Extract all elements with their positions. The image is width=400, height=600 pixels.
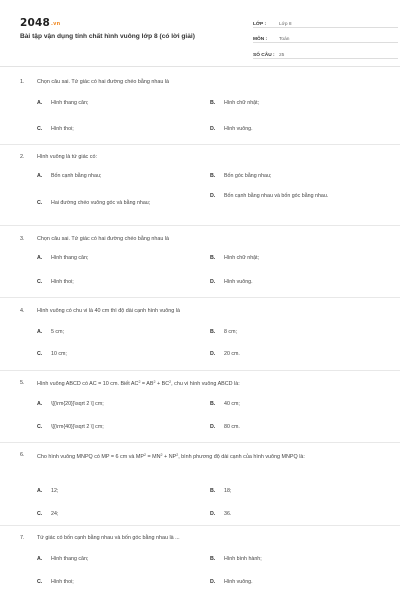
question-number: 5.	[20, 380, 25, 386]
option-d[interactable]: D. 80 cm.	[210, 424, 240, 430]
question-divider	[0, 225, 400, 226]
option-a[interactable]: A. Hình thang cân;	[37, 556, 89, 562]
site-logo[interactable]: 2048.vn	[20, 17, 61, 29]
question-text: Hình vuông có chu vi là 40 cm thì độ dài cạnh hình vuông là	[37, 308, 180, 314]
option-d[interactable]: D. Bốn cạnh bằng nhau và bốn góc bằng nhau.	[210, 193, 329, 199]
meta-row-subject: MÔN : Toán	[253, 30, 398, 44]
option-c[interactable]: C. Hai đường chéo vuông góc và bằng nhau;	[37, 200, 151, 206]
question-divider	[0, 442, 400, 443]
question-number: 3.	[20, 236, 25, 242]
header	[20, 0, 380, 62]
question-divider	[0, 144, 400, 145]
question-divider	[0, 525, 400, 526]
option-c[interactable]: C. Hình thoi;	[37, 279, 74, 285]
question-text: Cho hình vuông MNPQ có MP = 6 cm và $MP^2 = MN^2 + NP^2$, bình phương độ dài cạnh của hình vuông MNPQ là:	[37, 453, 305, 460]
question-5	[20, 377, 382, 430]
option-c[interactable]: C. Hình thoi;	[37, 579, 74, 585]
question-7	[20, 532, 382, 585]
meta-row-class: LỚP : Lớp 8	[253, 14, 398, 28]
header-divider	[0, 66, 400, 67]
option-d[interactable]: D. Hình vuông.	[210, 279, 253, 285]
option-b[interactable]: B. Bốn góc bằng nhau;	[210, 173, 272, 179]
option-b[interactable]: B. 40 cm;	[210, 401, 240, 407]
question-divider	[0, 370, 400, 371]
question-number: 6.	[20, 452, 25, 458]
option-b[interactable]: B. Hình bình hành;	[210, 556, 262, 562]
option-c[interactable]: C. 24;	[37, 511, 59, 517]
question-number: 4.	[20, 308, 25, 314]
question-4	[20, 305, 382, 357]
question-divider	[0, 297, 400, 298]
option-a[interactable]: A. Bốn cạnh bằng nhau;	[37, 173, 102, 179]
document-title: Bài tập vận dụng tính chất hình vuông lớp 8 (có lời giải)	[20, 33, 195, 40]
option-d[interactable]: D. Hình vuông.	[210, 126, 253, 132]
question-3	[20, 233, 382, 285]
option-c[interactable]: C. 10 cm;	[37, 351, 67, 357]
question-text: Tứ giác có bốn cạnh bằng nhau và bốn góc bằng nhau là ...	[37, 535, 180, 541]
question-number: 1.	[20, 79, 25, 85]
option-b[interactable]: B. Hình chữ nhật;	[210, 100, 260, 106]
question-1	[20, 76, 382, 132]
question-text: Hình vuông ABCD có AC = 10 cm. Biết $AC^2 = AB^2 + BC^2$, chu vi hình vuông ABCD là:	[37, 379, 240, 387]
question-text: Chọn câu sai. Tứ giác có hai đường chéo bằng nhau là	[37, 236, 170, 242]
option-c[interactable]: C. Hình thoi;	[37, 126, 74, 132]
question-text: Chọn câu sai. Tứ giác có hai đường chéo bằng nhau là	[37, 79, 170, 85]
option-d[interactable]: D. Hình vuông.	[210, 579, 253, 585]
option-a[interactable]: A. \[{\rm{20}}\sqrt 2 \] cm;	[37, 401, 104, 407]
option-a[interactable]: A. Hình thang cân;	[37, 100, 89, 106]
option-a[interactable]: A. 5 cm;	[37, 329, 64, 335]
option-a[interactable]: A. 12;	[37, 488, 59, 494]
option-d[interactable]: D. 36.	[210, 511, 232, 517]
option-b[interactable]: B. 8 cm;	[210, 329, 237, 335]
option-b[interactable]: B. 18;	[210, 488, 232, 494]
option-a[interactable]: A. Hình thang cân;	[37, 255, 89, 261]
question-6	[20, 450, 382, 517]
meta-row-count: SỐ CÂU : 25	[253, 45, 398, 59]
option-d[interactable]: D. 20 cm.	[210, 351, 240, 357]
option-b[interactable]: B. Hình chữ nhật;	[210, 255, 260, 261]
question-number: 7.	[20, 535, 25, 541]
option-c[interactable]: C. \[{\rm{40}}\sqrt 2 \] cm;	[37, 424, 104, 430]
question-number: 2.	[20, 154, 25, 160]
question-text: Hình vuông là tứ giác có:	[37, 154, 97, 160]
meta-info	[253, 14, 398, 61]
question-2	[20, 151, 382, 206]
